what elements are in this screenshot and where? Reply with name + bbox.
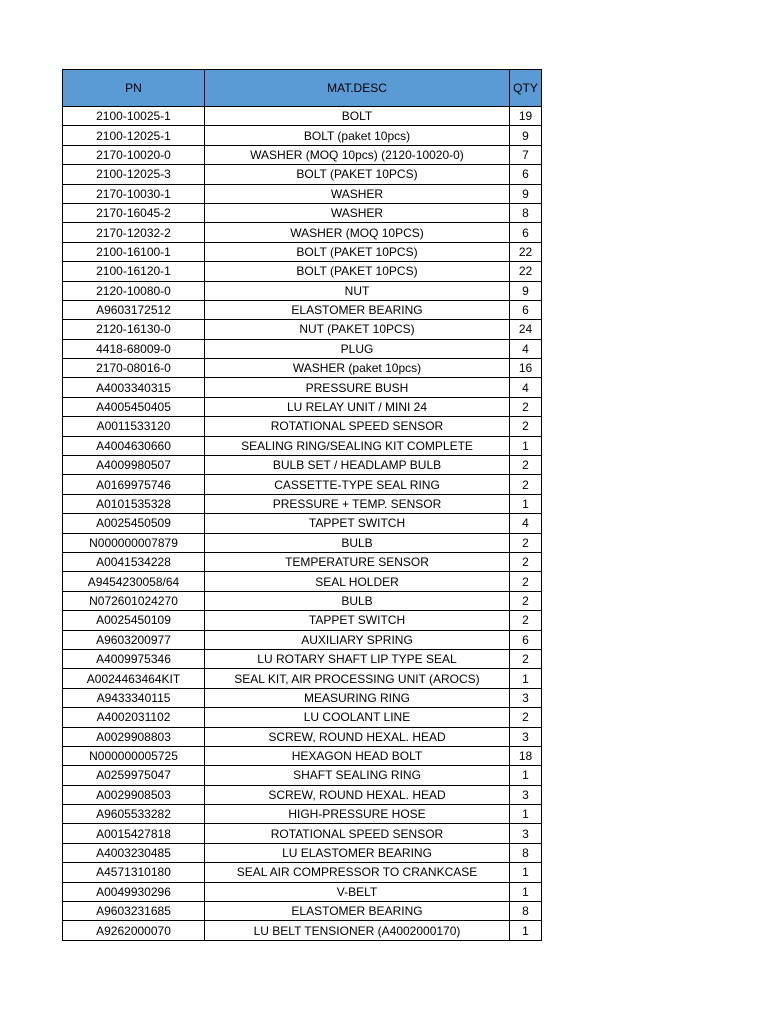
cell-qty: 2: [510, 552, 542, 571]
table-header: [63, 70, 542, 107]
cell-mat-desc: PRESSURE BUSH: [205, 378, 510, 397]
cell-qty: 2: [510, 649, 542, 668]
table-row: [63, 533, 542, 552]
cell-mat-desc: PLUG: [205, 339, 510, 358]
cell-mat-desc: SEAL HOLDER: [205, 572, 510, 591]
cell-qty: 2: [510, 397, 542, 416]
cell-pn: A0041534228: [63, 552, 205, 571]
cell-mat-desc: MEASURING RING: [205, 688, 510, 707]
table-row: [63, 184, 542, 203]
header-pn: PN: [63, 70, 205, 107]
table-row: [63, 126, 542, 145]
cell-pn: A9603200977: [63, 630, 205, 649]
cell-qty: 9: [510, 281, 542, 300]
table-row: [63, 863, 542, 882]
cell-mat-desc: CASSETTE-TYPE SEAL RING: [205, 475, 510, 494]
cell-mat-desc: WASHER: [205, 184, 510, 203]
cell-qty: 2: [510, 611, 542, 630]
cell-qty: 2: [510, 456, 542, 475]
cell-qty: 22: [510, 262, 542, 281]
cell-qty: 1: [510, 669, 542, 688]
cell-qty: 2: [510, 533, 542, 552]
cell-mat-desc: V-BELT: [205, 882, 510, 901]
table-row: [63, 475, 542, 494]
cell-pn: A4009980507: [63, 456, 205, 475]
table-row: [63, 688, 542, 707]
cell-pn: N000000005725: [63, 746, 205, 765]
cell-qty: 4: [510, 339, 542, 358]
cell-qty: 1: [510, 766, 542, 785]
cell-pn: 2100-16100-1: [63, 242, 205, 261]
cell-qty: 6: [510, 630, 542, 649]
cell-mat-desc: LU ELASTOMER BEARING: [205, 843, 510, 862]
table-row: [63, 921, 542, 940]
cell-pn: A4002031102: [63, 708, 205, 727]
cell-mat-desc: SEAL KIT, AIR PROCESSING UNIT (AROCS): [205, 669, 510, 688]
cell-qty: 6: [510, 300, 542, 319]
table-row: [63, 514, 542, 533]
cell-pn: A9603231685: [63, 902, 205, 921]
cell-pn: A4009975346: [63, 649, 205, 668]
cell-mat-desc: ROTATIONAL SPEED SENSOR: [205, 417, 510, 436]
cell-qty: 3: [510, 688, 542, 707]
cell-qty: 8: [510, 902, 542, 921]
cell-qty: 2: [510, 475, 542, 494]
cell-pn: 2170-16045-2: [63, 203, 205, 222]
cell-mat-desc: BOLT: [205, 107, 510, 126]
table-row: [63, 630, 542, 649]
cell-qty: 9: [510, 126, 542, 145]
table-row: [63, 552, 542, 571]
cell-pn: 4418-68009-0: [63, 339, 205, 358]
cell-mat-desc: WASHER: [205, 203, 510, 222]
cell-pn: A0024463464KIT: [63, 669, 205, 688]
cell-pn: N072601024270: [63, 591, 205, 610]
table-row: [63, 611, 542, 630]
cell-qty: 9: [510, 184, 542, 203]
cell-pn: A4571310180: [63, 863, 205, 882]
cell-pn: A9262000070: [63, 921, 205, 940]
cell-qty: 6: [510, 223, 542, 242]
cell-mat-desc: BOLT (PAKET 10PCS): [205, 242, 510, 261]
cell-pn: 2100-12025-3: [63, 165, 205, 184]
table-row: [63, 359, 542, 378]
cell-pn: 2120-16130-0: [63, 320, 205, 339]
cell-qty: 2: [510, 572, 542, 591]
cell-pn: A4005450405: [63, 397, 205, 416]
table-row: [63, 165, 542, 184]
header-row: [63, 70, 542, 107]
cell-pn: 2170-10030-1: [63, 184, 205, 203]
cell-mat-desc: LU ROTARY SHAFT LIP TYPE SEAL: [205, 649, 510, 668]
cell-mat-desc: WASHER (MOQ 10PCS): [205, 223, 510, 242]
table-body: [63, 107, 542, 941]
table-row: [63, 456, 542, 475]
table-row: [63, 882, 542, 901]
cell-pn: 2100-10025-1: [63, 107, 205, 126]
cell-pn: 2170-10020-0: [63, 145, 205, 164]
table-row: [63, 145, 542, 164]
cell-pn: 2100-16120-1: [63, 262, 205, 281]
cell-pn: A0049930296: [63, 882, 205, 901]
cell-qty: 1: [510, 921, 542, 940]
table-row: [63, 708, 542, 727]
cell-pn: A4003340315: [63, 378, 205, 397]
cell-pn: A0025450109: [63, 611, 205, 630]
table-row: [63, 262, 542, 281]
cell-mat-desc: HEXAGON HEAD BOLT: [205, 746, 510, 765]
table-row: [63, 649, 542, 668]
table-row: [63, 572, 542, 591]
cell-mat-desc: LU COOLANT LINE: [205, 708, 510, 727]
cell-qty: 19: [510, 107, 542, 126]
table-row: [63, 281, 542, 300]
cell-mat-desc: AUXILIARY SPRING: [205, 630, 510, 649]
cell-pn: 2170-12032-2: [63, 223, 205, 242]
cell-mat-desc: ROTATIONAL SPEED SENSOR: [205, 824, 510, 843]
cell-qty: 8: [510, 203, 542, 222]
cell-pn: A9603172512: [63, 300, 205, 319]
cell-pn: A0029908503: [63, 785, 205, 804]
cell-qty: 6: [510, 165, 542, 184]
cell-mat-desc: TAPPET SWITCH: [205, 611, 510, 630]
cell-mat-desc: BULB: [205, 591, 510, 610]
cell-mat-desc: BULB SET / HEADLAMP BULB: [205, 456, 510, 475]
cell-pn: 2120-10080-0: [63, 281, 205, 300]
table-row: [63, 494, 542, 513]
cell-mat-desc: HIGH-PRESSURE HOSE: [205, 805, 510, 824]
cell-mat-desc: BOLT (PAKET 10PCS): [205, 165, 510, 184]
cell-pn: 2100-12025-1: [63, 126, 205, 145]
table-row: [63, 378, 542, 397]
table-row: [63, 727, 542, 746]
cell-mat-desc: NUT: [205, 281, 510, 300]
table-row: [63, 300, 542, 319]
table-row: [63, 203, 542, 222]
cell-qty: 7: [510, 145, 542, 164]
cell-pn: A0029908803: [63, 727, 205, 746]
table-row: [63, 223, 542, 242]
cell-mat-desc: SEAL AIR COMPRESSOR TO CRANKCASE: [205, 863, 510, 882]
cell-qty: 22: [510, 242, 542, 261]
cell-mat-desc: LU BELT TENSIONER (A4002000170): [205, 921, 510, 940]
table-row: [63, 843, 542, 862]
header-mat-desc: MAT.DESC: [205, 70, 510, 107]
table-row: [63, 397, 542, 416]
table-row: [63, 746, 542, 765]
cell-qty: 16: [510, 359, 542, 378]
table-row: [63, 320, 542, 339]
cell-qty: 4: [510, 514, 542, 533]
cell-pn: A9433340115: [63, 688, 205, 707]
cell-mat-desc: NUT (PAKET 10PCS): [205, 320, 510, 339]
cell-mat-desc: WASHER (MOQ 10pcs) (2120-10020-0): [205, 145, 510, 164]
cell-mat-desc: SHAFT SEALING RING: [205, 766, 510, 785]
header-qty: QTY: [510, 70, 542, 107]
cell-mat-desc: LU RELAY UNIT / MINI 24: [205, 397, 510, 416]
cell-mat-desc: SCREW, ROUND HEXAL. HEAD: [205, 785, 510, 804]
cell-mat-desc: TAPPET SWITCH: [205, 514, 510, 533]
table-row: [63, 436, 542, 455]
table-row: [63, 591, 542, 610]
cell-mat-desc: ELASTOMER BEARING: [205, 902, 510, 921]
cell-qty: 24: [510, 320, 542, 339]
cell-qty: 18: [510, 746, 542, 765]
cell-qty: 8: [510, 843, 542, 862]
cell-mat-desc: ELASTOMER BEARING: [205, 300, 510, 319]
cell-pn: A0169975746: [63, 475, 205, 494]
cell-mat-desc: TEMPERATURE SENSOR: [205, 552, 510, 571]
cell-qty: 2: [510, 417, 542, 436]
table-row: [63, 766, 542, 785]
cell-pn: A0259975047: [63, 766, 205, 785]
cell-qty: 2: [510, 591, 542, 610]
table-row: [63, 669, 542, 688]
cell-pn: A0101535328: [63, 494, 205, 513]
table-row: [63, 417, 542, 436]
table-row: [63, 785, 542, 804]
cell-qty: 3: [510, 727, 542, 746]
cell-pn: A9605533282: [63, 805, 205, 824]
cell-qty: 1: [510, 494, 542, 513]
cell-qty: 4: [510, 378, 542, 397]
cell-mat-desc: WASHER (paket 10pcs): [205, 359, 510, 378]
cell-pn: A0025450509: [63, 514, 205, 533]
cell-mat-desc: BOLT (paket 10pcs): [205, 126, 510, 145]
cell-qty: 1: [510, 436, 542, 455]
cell-mat-desc: BOLT (PAKET 10PCS): [205, 262, 510, 281]
cell-pn: A4004630660: [63, 436, 205, 455]
cell-qty: 3: [510, 785, 542, 804]
parts-table: [62, 69, 542, 941]
cell-pn: A9454230058/64: [63, 572, 205, 591]
table-row: [63, 242, 542, 261]
table-row: [63, 824, 542, 843]
cell-mat-desc: SCREW, ROUND HEXAL. HEAD: [205, 727, 510, 746]
cell-qty: 1: [510, 863, 542, 882]
cell-pn: N000000007879: [63, 533, 205, 552]
table-row: [63, 107, 542, 126]
cell-pn: A4003230485: [63, 843, 205, 862]
cell-pn: A0011533120: [63, 417, 205, 436]
cell-pn: 2170-08016-0: [63, 359, 205, 378]
cell-mat-desc: PRESSURE + TEMP. SENSOR: [205, 494, 510, 513]
cell-pn: A0015427818: [63, 824, 205, 843]
cell-qty: 2: [510, 708, 542, 727]
table-row: [63, 339, 542, 358]
table-row: [63, 805, 542, 824]
cell-mat-desc: BULB: [205, 533, 510, 552]
cell-qty: 1: [510, 882, 542, 901]
table-row: [63, 902, 542, 921]
cell-mat-desc: SEALING RING/SEALING KIT COMPLETE: [205, 436, 510, 455]
cell-qty: 1: [510, 805, 542, 824]
cell-qty: 3: [510, 824, 542, 843]
